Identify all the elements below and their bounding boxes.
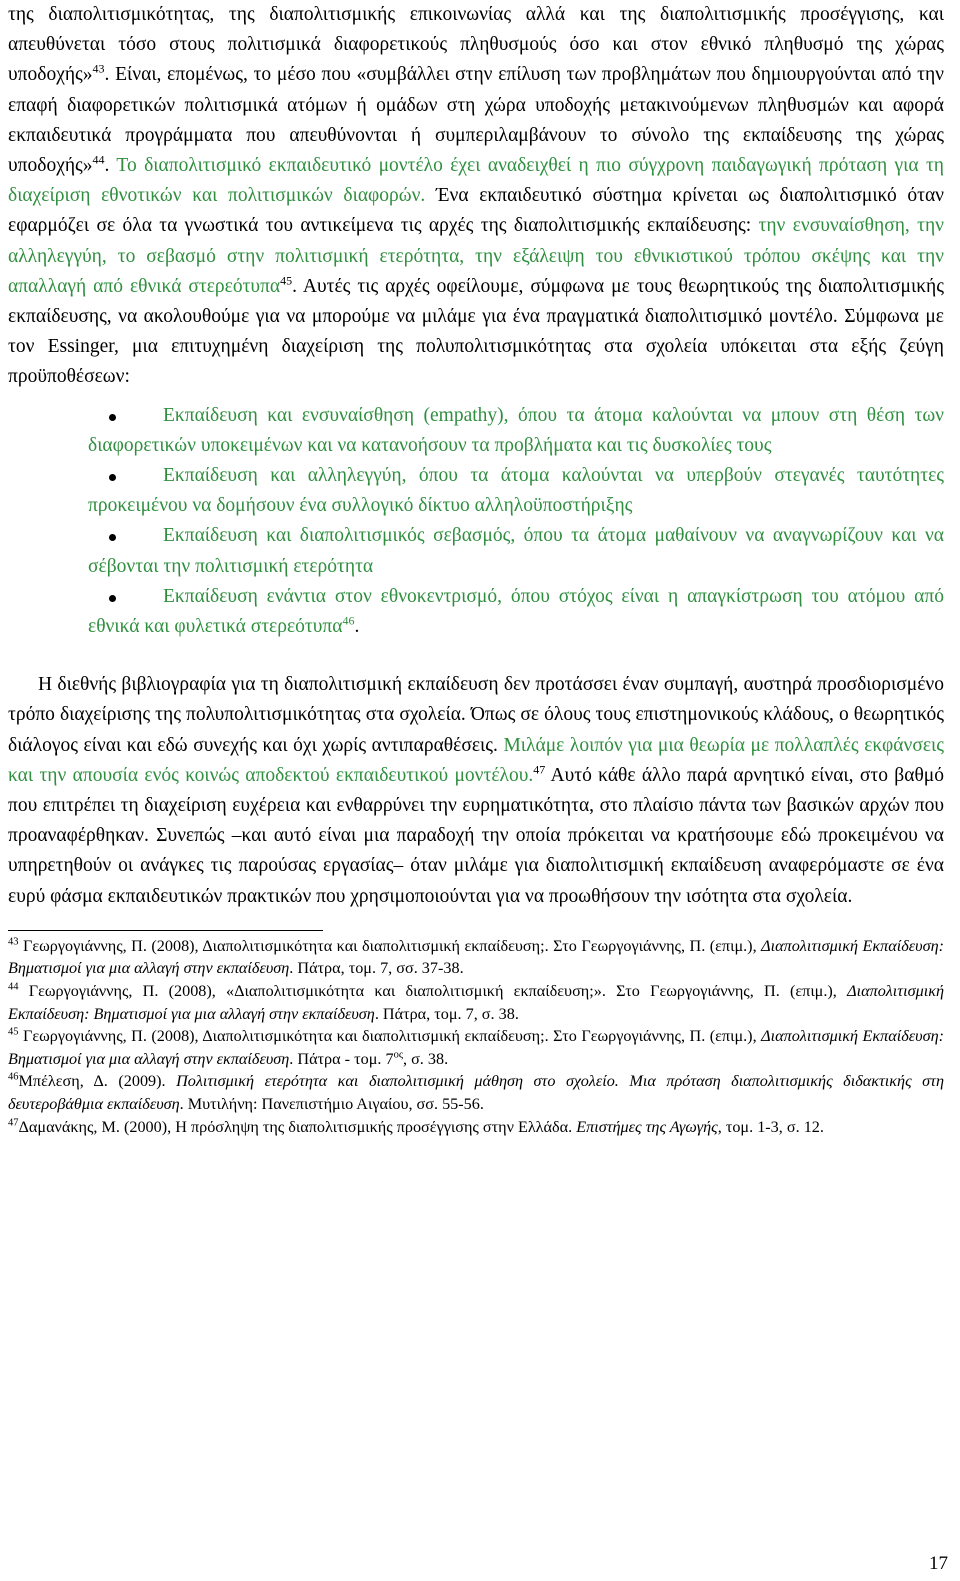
footnote-title: Διαπολιτισμική Εκπαίδευση: Βηματισμοί για μια αλλαγή στην εκπαίδευση: [8, 936, 945, 978]
footnote-text: , τομ. 1-3, σ. 12.: [717, 1117, 824, 1136]
list-item: [8, 582, 944, 642]
footnote-text: Γεωργογιάννης, Π. (2008), Διαπολιτισμικότητα και διαπολιτισμική εκπαίδευση;. Στο Γεωργογιάννης, Π. (επιμ.),: [18, 1027, 762, 1046]
footnote-ref-46[interactable]: 46: [342, 613, 355, 628]
footnote-title: Επιστήμες της Αγωγής: [576, 1117, 718, 1136]
list-item-text: Εκπαίδευση ενάντια στον εθνοκεντρισμό, όπου στόχος είναι η απαγκίστρωση του ατόμου από εθνικά και φυλετικά στερεότυπα: [88, 585, 944, 638]
footnote-ref-43[interactable]: 43: [92, 61, 105, 76]
text-run: Αυτό κάθε άλλο παρά αρνητικό είναι, στο βαθμό που επιτρέπει τη διαχείριση ευχέρεια και ενθαρρύνει την ευρηματικότητα, στο πλαίσιο πάντα των βασικών αρχών που προαναφέρθηκαν. Συνεπώς –και αυτό είναι μια παραδοχή την οποία πρόκειται να κρατήσουμε εδώ προκειμένου να υπηρετηθούν οι ανάγκες τις παρούσας εργασίας– όταν μιλάμε για διαπολιτισμική εκπαίδευση αναφερόμαστε σε ένα ευρύ φάσμα εκπαιδευτικών πρακτικών που χρησιμοποιούνται για να προωθήσουν την ισότητα στα σχολεία.: [8, 764, 944, 907]
page-number: 17: [929, 1553, 948, 1574]
bullet-icon: [109, 595, 116, 602]
text-run: Ένα εκπαιδευτικό σύστημα κρίνεται ως διαπολιτισμικό όταν εφαρμόζει σε όλα τα γνωστικά του αντικείμενα τις αρχές της διαπολιτισμικής εκπαίδευσης:: [8, 185, 945, 237]
list-item: [8, 461, 944, 521]
bullet-icon: [109, 474, 116, 481]
footnote-text: Γεωργογιάννης, Π. (2008), Διαπολιτισμικότητα και διαπολιτισμική εκπαίδευση;. Στο Γεωργογιάννης, Π. (επιμ.),: [18, 936, 762, 955]
document-page: [8, 0, 944, 1138]
footnote-number: 46: [8, 1072, 19, 1084]
text-run: .: [354, 616, 360, 638]
footnotes: [8, 935, 944, 1138]
footnote-ref-44[interactable]: 44: [92, 152, 105, 167]
footnote-number: 44: [8, 981, 19, 993]
list-item-text: Εκπαίδευση και αλληλεγγύη, όπου τα άτομα καλούνται να υπερβούν στεγανές ταυτότητες προκειμένου να δομήσουν ένα συλλογικό δίκτυο αλληλοϋποστήριξης: [88, 465, 944, 517]
footnote: [8, 935, 944, 980]
bullet-list: [8, 401, 944, 643]
footnote-ref-47[interactable]: 47: [533, 762, 546, 777]
text-run: .: [104, 155, 110, 177]
footnote: [8, 1025, 944, 1070]
list-item: [8, 401, 944, 461]
footnote-title: Διαπολιτισμική Εκπαίδευση: Βηματισμοί για μια αλλαγή στην εκπαίδευση: [8, 1027, 945, 1068]
footnote: [8, 1116, 944, 1139]
footnote-text: Δαμανάκης, Μ. (2000), Η πρόσληψη της διαπολιτισμικής προσέγγισης στην Ελλάδα.: [18, 1117, 577, 1136]
footnote-number: 47: [8, 1117, 19, 1129]
list-item-text: Εκπαίδευση και ενσυναίσθηση (empathy), όπου τα άτομα καλούνται να μπουν στη θέση των διαφορετικών υποκειμένων και να κατανοήσουν τα προβλήματα και τις δυσκολίες τους: [88, 404, 944, 456]
highlighted-text: Μιλάμε λοιπόν για μια θεωρία με πολλαπλές εκφάνσεις και την απουσία ενός κοινώς αποδεκτού εκπαιδευτικού μοντέλου.: [8, 734, 944, 786]
footnote-title: Διαπολιτισμική Εκπαίδευση: Βηματισμοί για μια αλλαγή στην εκπαίδευση: [8, 982, 944, 1023]
footnote-text: , σ. 38.: [402, 1049, 449, 1068]
footnote-text: . Πάτρα - τομ. 7: [289, 1049, 394, 1068]
footnote-title: Πολιτισμική ετερότητα και διαπολιτισμική μάθηση στο σχολείο. Μια πρόταση διαπολιτισμικής διδακτικής στη δευτεροβάθμια εκπαίδευση: [8, 1072, 944, 1114]
footnote-text: Μπέλεση, Δ. (2009).: [18, 1072, 177, 1091]
footnote-text: Γεωργογιάννης, Π. (2008), «Διαπολιτισμικότητα και διαπολιτισμική εκπαίδευση;». Στο Γεωργογιάννης, Π. (επιμ.),: [18, 982, 848, 1001]
list-item-text: Εκπαίδευση και διαπολιτισμικός σεβασμός, όπου τα άτομα μαθαίνουν να αναγνωρίζουν και να σέβονται την πολιτισμική ετερότητα: [88, 525, 944, 577]
text-run: . Αυτές τις αρχές οφείλουμε, σύμφωνα με τους θεωρητικούς της διαπολιτισμικής εκπαίδευσης, να ακολουθούμε για να μπορούμε να μιλάμε για ένα πραγματικά διαπολιτισμικό μοντέλο. Σύμφωνα με τον Essinger, μια επιτυχημένη διαχείριση της πολυπολιτισμικότητας στα σχολεία υπόκειται στα εξής ζεύγη προϋποθέσεων:: [8, 275, 944, 388]
footnote-separator: [8, 930, 323, 931]
footnote: [8, 980, 944, 1025]
footnote-number: 45: [8, 1026, 19, 1038]
bullet-icon: [109, 414, 116, 421]
footnote-text: . Πάτρα, τομ. 7, σσ. 37-38.: [289, 959, 464, 978]
footnote-text: . Πάτρα, τομ. 7, σ. 38.: [374, 1004, 519, 1023]
footnote-number: 43: [8, 936, 19, 948]
footnote: [8, 1070, 944, 1115]
highlighted-text: Το διαπολιτισμικό εκπαιδευτικό μοντέλο έχει αναδειχθεί η πιο σύγχρονη παιδαγωγική πρόταση για τη διαχείριση εθνοτικών και πολιτισμικών διαφορών.: [8, 155, 944, 207]
ordinal-suffix: ος: [393, 1049, 403, 1061]
text-run: της διαπολιτισμικότητας, της διαπολιτισμικής επικοινωνίας αλλά και της διαπολιτισμικής προσέγγισης, και απευθύνεται τόσο στους πολιτισμικά διαφορετικούς πληθυσμούς όσο και στον εθνικό πληθυσμό της χώρας υποδοχής»: [8, 4, 944, 86]
footnote-text: . Μυτιλήνη: Πανεπιστήμιο Αιγαίου, σσ. 55-56.: [179, 1095, 484, 1114]
paragraph-bibliography: [8, 670, 944, 912]
paragraph-intro: [8, 0, 944, 393]
highlighted-text: την ενσυναίσθηση, την αλληλεγγύη, το σεβασμό στην πολιτισμική ετερότητα, την εξάλειψη του εθνικιστικού τρόπου σκέψης και την απαλλαγή από εθνικά στερεότυπα: [8, 215, 944, 297]
text-run: . Είναι, επομένως, το μέσο που «συμβάλλει στην επίλυση των προβλημάτων που δημιουργούνται από την επαφή διαφορετικών πολιτισμικά ατόμων ή ομάδων στη χώρα υποδοχής μετακινούμενων πληθυσμών και αφορά εκπαιδευτικά προγράμματα που απευθύνονται ή συμπεριλαμβάνουν το σύνολο της εκπαίδευσης της χώρας υποδοχής»: [8, 64, 944, 177]
text-run: Η διεθνής βιβλιογραφία για τη διαπολιτισμική εκπαίδευση δεν προτάσσει έναν συμπαγή, αυστηρά προσδιορισμένο τρόπο διαχείρισης της πολυπολιτισμικότητας στα σχολεία. Όπως σε όλους τους επιστημονικούς κλάδους, ο θεωρητικός διάλογος είναι και εδώ συνεχής και όχι χωρίς αντιπαραθέσεις.: [8, 674, 944, 756]
footnote-ref-45[interactable]: 45: [280, 273, 293, 288]
list-item: [8, 521, 944, 581]
